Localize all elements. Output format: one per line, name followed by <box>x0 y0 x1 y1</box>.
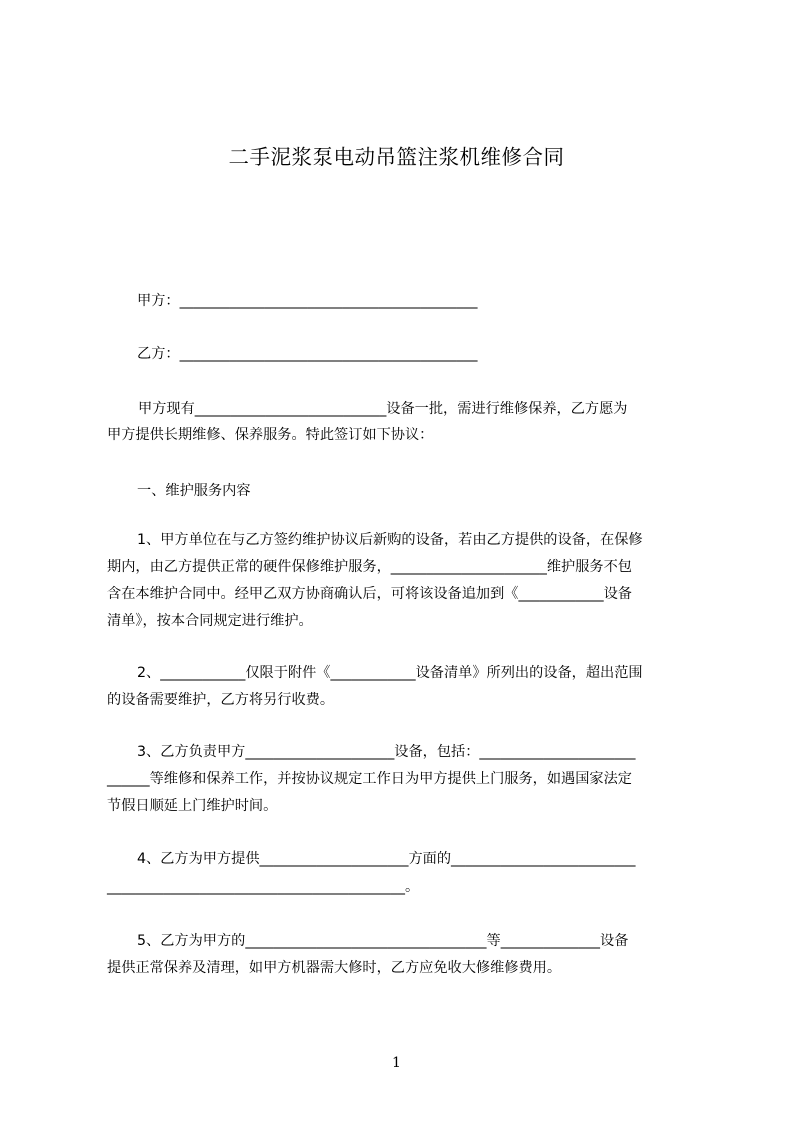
clause-5-line-2: 提供正常保养及清理，如甲方机器需大修时，乙方应免收大修维修费用。 <box>107 960 562 976</box>
section-heading: 一、维护服务内容 <box>137 483 251 499</box>
party-a-line: 甲方：__________________________________________ <box>137 293 478 309</box>
clause-2-line-2: 的设备需要维护，乙方将另行收费。 <box>107 692 335 708</box>
clause-3-line-2: ______等维修和保养工作，并按协议规定工作日为甲方提供上门服务，如遇国家法定 <box>107 771 632 787</box>
clause-3-line-1: 3、乙方负责甲方_____________________设备，包括：______________________ <box>137 744 636 760</box>
clause-2-line-1: 2、____________仅限于附件《____________设备清单》所列出的设备，超出范围 <box>137 665 643 681</box>
clause-1-line-1: 1、甲方单位在与乙方签约维护协议后新购的设备，若由乙方提供的设备，在保修 <box>137 532 643 548</box>
intro-line-1: 甲方现有___________________________设备一批，需进行维修保养，乙方愿为 <box>138 401 628 417</box>
clause-1-line-3: 含在本维护合同中。经甲乙双方协商确认后，可将该设备追加到《____________设备 <box>107 586 632 602</box>
party-b-line: 乙方：__________________________________________ <box>137 346 478 362</box>
intro-line-2: 甲方提供长期维修、保养服务。特此签订如下协议： <box>107 427 434 443</box>
clause-4-line-2: __________________________________________。 <box>107 879 420 895</box>
page-number: 1 <box>392 1055 401 1071</box>
page-title: 二手泥浆泵电动吊篮注浆机维修合同 <box>228 145 565 169</box>
clause-4-line-1: 4、乙方为甲方提供_____________________方面的__________________________ <box>137 851 636 867</box>
clause-5-line-1: 5、乙方为甲方的__________________________________等______________设备 <box>137 933 629 949</box>
clause-3-line-3: 节假日顺延上门维护时间。 <box>107 798 278 814</box>
clause-1-line-2: 期内，由乙方提供正常的硬件保修维护服务，______________________维护服务不包 <box>107 559 632 575</box>
clause-1-line-4: 清单》，按本合同规定进行维护。 <box>107 613 313 629</box>
